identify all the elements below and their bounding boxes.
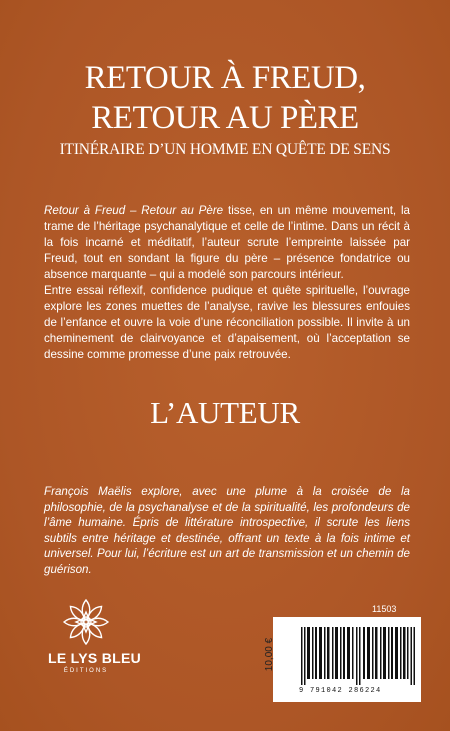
barcode-icon bbox=[301, 627, 415, 685]
subtitle: ITINÉRAIRE D’UN HOMME EN QUÊTE DE SENS bbox=[59, 141, 391, 158]
reference-number: 11503 bbox=[372, 604, 397, 614]
summary-text bbox=[44, 203, 410, 363]
lotus-star-icon bbox=[62, 598, 110, 646]
summary-paragraph-2: Entre essai réflexif, confidence pudique et quête spirituelle, l’ouvrage explore les zones muettes de l’analyse, ravive les blessures enfouies de l’enfance et ouvre la voie d’une réconciliation possible. Il invite à un cheminement de clairvoyance et d’apaisement, où l’acceptation se dessine comme promesse d’une paix retrouvée. bbox=[44, 284, 410, 361]
price-label: 10,00 € bbox=[264, 637, 276, 672]
summary-paragraph-1 bbox=[44, 203, 410, 283]
author-heading: L’AUTEUR bbox=[150, 395, 300, 430]
isbn-number: 9 791042 286224 bbox=[299, 687, 382, 695]
publisher-logo bbox=[48, 598, 142, 674]
title-line-2: RETOUR AU PÈRE bbox=[91, 100, 359, 136]
author-bio: François Maëlis explore, avec une plume à la croisée de la philosophie, de la psychanalyse et de la spiritualité, les profondeurs de l’âme humaine. Épris de littérature introspective, il scrute les liens subtils entre héritage et destinée, offrant un texte à la fois intime et universel. Pour lui, l’écriture est un art de transmission et un chemin de guérison. bbox=[44, 485, 410, 576]
title-line-1: RETOUR À FREUD, bbox=[84, 60, 366, 96]
barcode-box bbox=[264, 617, 421, 702]
summary-book-title: Retour à Freud – Retour au Père bbox=[44, 204, 224, 217]
summary-paragraph-1-text: tisse, en un même mouvement, la trame de l’héritage psychanalytique et celle de l’intime. Dans un récit à la fois incarné et méditatif, l’auteur scrute l’empreinte laissée par Freud, tout en sondant la figure du père – présence fondatrice ou absence marquante – qui a modelé son parcours intérieur. bbox=[44, 204, 410, 281]
publisher-name: LE LYS BLEU bbox=[48, 650, 142, 666]
publisher-subname: ÉDITIONS bbox=[63, 668, 109, 674]
